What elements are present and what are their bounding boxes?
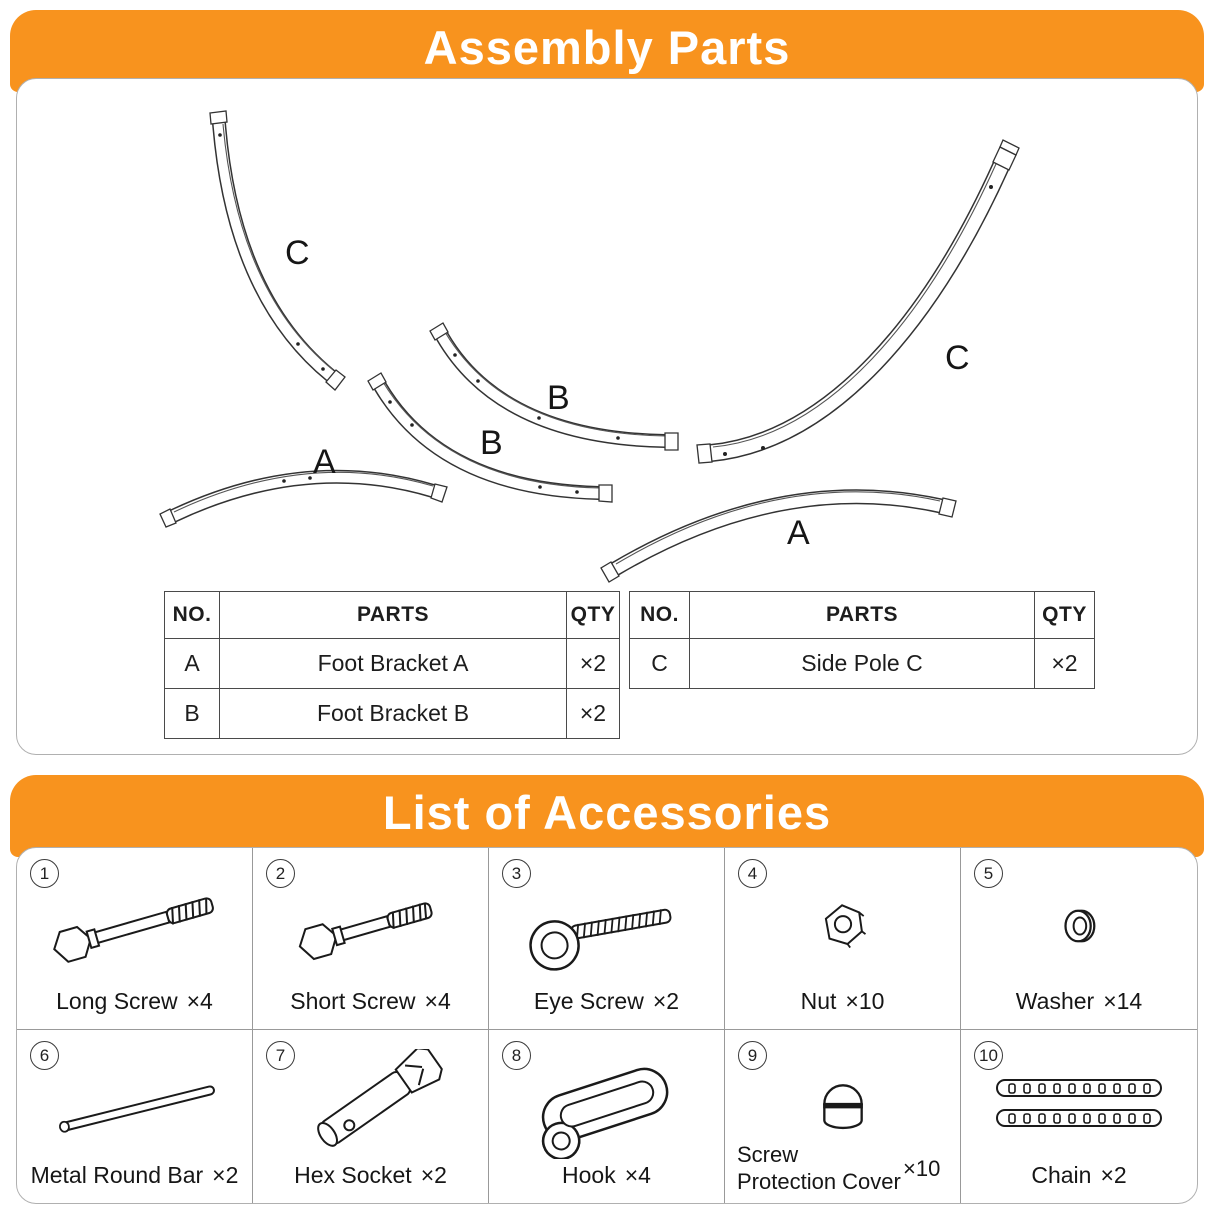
item-number-badge: 6 xyxy=(30,1041,59,1070)
part-name: Foot Bracket A xyxy=(220,639,567,689)
accessory-cell-hook xyxy=(489,1029,725,1203)
accessory-cell-short-screw xyxy=(253,848,489,1029)
accessories-title: List of Accessories xyxy=(382,786,832,839)
item-number-badge: 1 xyxy=(30,859,59,888)
item-number-badge: 4 xyxy=(738,859,767,888)
part-label-a-left: A xyxy=(313,443,336,481)
assembly-parts-content xyxy=(16,78,1198,755)
hook-icon xyxy=(507,1049,707,1159)
part-no: C xyxy=(630,639,690,689)
col-header-qty: QTY xyxy=(1035,592,1095,639)
item-label: Hook xyxy=(562,1162,616,1188)
item-label: Short Screw xyxy=(290,988,416,1014)
item-number-badge: 7 xyxy=(266,1041,295,1070)
item-number-badge: 8 xyxy=(502,1041,531,1070)
item-qty: ×2 xyxy=(1100,1162,1127,1188)
table-header-row xyxy=(630,592,1095,639)
part-qty: ×2 xyxy=(567,689,620,739)
col-header-qty: QTY xyxy=(567,592,620,639)
item-label: Long Screw xyxy=(56,988,178,1014)
item-label: Eye Screw xyxy=(533,988,644,1014)
screw-protection-cover-icon xyxy=(808,1069,878,1139)
accessory-cell-screw-protection-cover xyxy=(725,1029,961,1203)
part-no: A xyxy=(165,639,220,689)
accessory-cell-long-screw xyxy=(17,848,253,1029)
long-screw-icon xyxy=(30,876,240,976)
parts-table-c xyxy=(629,591,1095,689)
part-name: Side Pole C xyxy=(690,639,1035,689)
eye-screw-icon xyxy=(507,876,707,976)
assembly-parts-panel xyxy=(10,10,1204,755)
item-qty: ×14 xyxy=(1103,988,1143,1014)
table-header-row xyxy=(165,592,620,639)
foot-bracket-a-bottom-drawing xyxy=(601,492,956,582)
parts-diagram xyxy=(17,79,1199,592)
foot-bracket-a-left-drawing xyxy=(160,472,447,527)
col-header-parts: PARTS xyxy=(690,592,1035,639)
col-header-no: NO. xyxy=(630,592,690,639)
item-qty: ×4 xyxy=(424,988,451,1014)
hex-socket-icon xyxy=(271,1049,471,1159)
side-pole-c-left-drawing xyxy=(210,111,345,390)
part-label-c-left: C xyxy=(285,234,310,272)
accessory-cell-hex-socket xyxy=(253,1029,489,1203)
item-label: Chain xyxy=(1031,1162,1092,1188)
item-qty: ×10 xyxy=(903,1155,941,1181)
item-label: Screw Protection Cover xyxy=(737,1142,901,1194)
item-label: Washer xyxy=(1015,988,1095,1014)
accessory-cell-eye-screw xyxy=(489,848,725,1029)
item-number-badge: 3 xyxy=(502,859,531,888)
item-qty: ×10 xyxy=(845,988,885,1014)
col-header-parts: PARTS xyxy=(220,592,567,639)
side-pole-c-right-drawing xyxy=(697,140,1019,463)
parts-table-ab xyxy=(164,591,620,739)
item-label: Metal Round Bar xyxy=(30,1162,204,1188)
item-number-badge: 10 xyxy=(974,1041,1003,1070)
part-no: B xyxy=(165,689,220,739)
table-row xyxy=(165,689,620,739)
item-label: Hex Socket xyxy=(294,1162,412,1188)
metal-round-bar-icon xyxy=(30,1054,240,1154)
accessories-content xyxy=(16,847,1198,1204)
item-qty: ×4 xyxy=(624,1162,651,1188)
nut-icon xyxy=(816,899,870,953)
table-row xyxy=(630,639,1095,689)
accessory-cell-washer xyxy=(961,848,1197,1029)
item-number-badge: 9 xyxy=(738,1041,767,1070)
part-label-a-bottom: A xyxy=(787,514,810,552)
part-qty: ×2 xyxy=(1035,639,1095,689)
accessory-cell-metal-round-bar xyxy=(17,1029,253,1203)
part-name: Foot Bracket B xyxy=(220,689,567,739)
part-label-c-right: C xyxy=(945,339,970,377)
item-qty: ×4 xyxy=(186,988,213,1014)
washer-icon xyxy=(1052,899,1106,953)
chain-icon xyxy=(974,1054,1184,1154)
item-qty: ×2 xyxy=(420,1162,447,1188)
part-label-b-upper: B xyxy=(547,379,570,417)
accessories-grid xyxy=(17,848,1197,1203)
accessory-cell-nut xyxy=(725,848,961,1029)
item-label: Nut xyxy=(800,988,837,1014)
item-number-badge: 5 xyxy=(974,859,1003,888)
table-row xyxy=(165,639,620,689)
part-label-b-lower: B xyxy=(480,424,503,462)
item-qty: ×2 xyxy=(652,988,680,1014)
col-header-no: NO. xyxy=(165,592,220,639)
item-number-badge: 2 xyxy=(266,859,295,888)
accessories-panel xyxy=(10,775,1204,1204)
part-qty: ×2 xyxy=(567,639,620,689)
item-qty: ×2 xyxy=(212,1162,239,1188)
accessory-cell-chain xyxy=(961,1029,1197,1203)
short-screw-icon xyxy=(271,876,471,976)
assembly-parts-title: Assembly Parts xyxy=(423,21,791,74)
